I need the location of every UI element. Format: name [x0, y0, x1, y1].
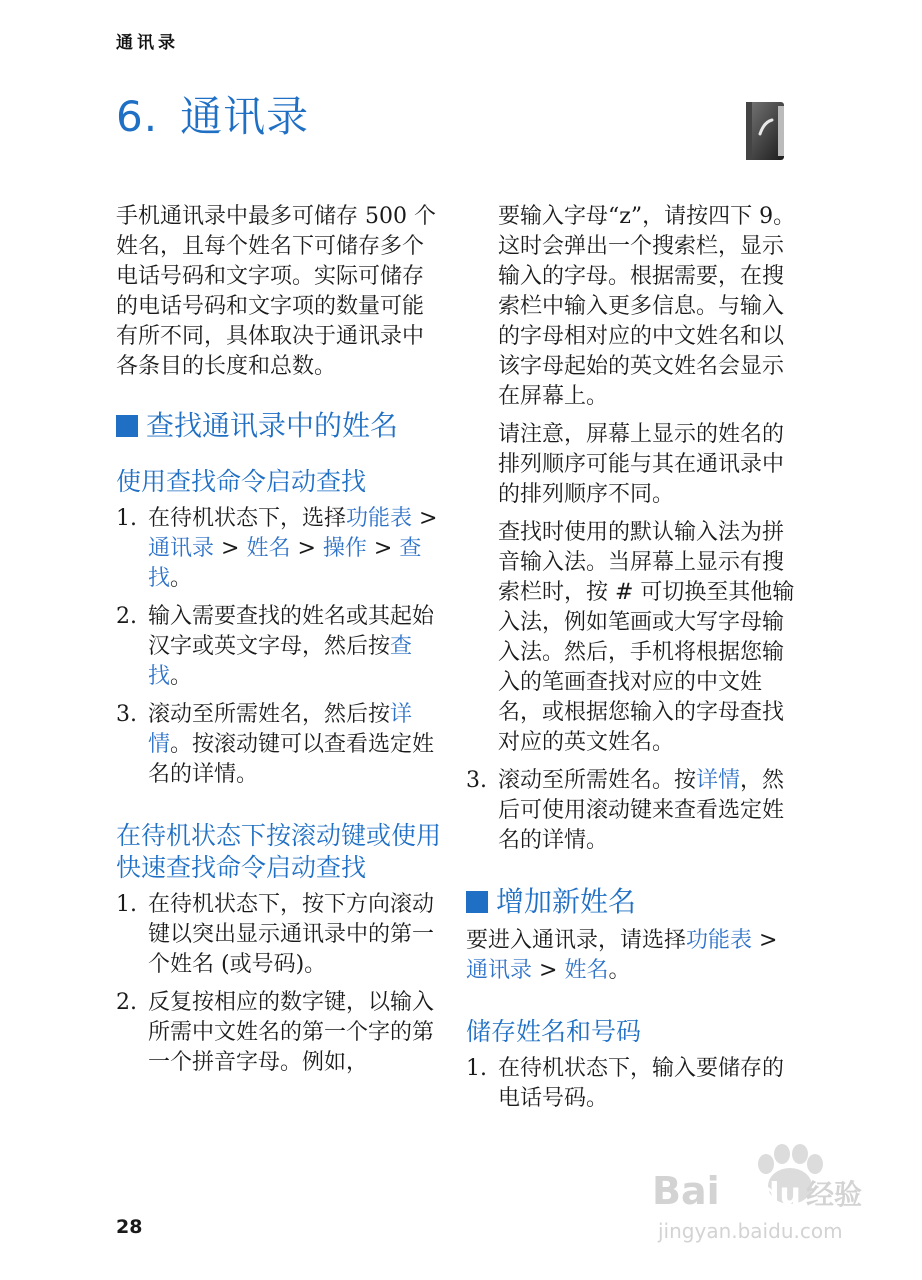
- path-separator: >: [366, 536, 400, 561]
- step-number: 1.: [466, 1056, 487, 1081]
- step-number: 1.: [116, 506, 137, 531]
- step-text: 输入需要查找的姓名或其起始汉字或英文字母，然后按: [148, 604, 435, 659]
- menu-link-options[interactable]: 操作: [322, 536, 367, 561]
- input-method-paragraph: 查找时使用的默认输入法为拼音输入法。当屏幕上显示有搜索栏时，按 # 可切换至其他输入法，例如笔画或大写字母输入法。然后，手机将根据您输入的笔画查找对应的中文姓名，或根据您输入的字母查找对应的英文姓名。: [498, 520, 795, 755]
- menu-link-contacts[interactable]: 通讯录: [466, 958, 533, 983]
- address-book-icon: [744, 100, 786, 162]
- chapter-title: [116, 84, 309, 144]
- path-separator: >: [214, 536, 247, 561]
- menu-link-names[interactable]: 姓名: [246, 536, 291, 561]
- add-intro-text: 要进入通讯录，请选择: [466, 928, 687, 953]
- section-square-icon: [116, 415, 138, 437]
- note-paragraph: 请注意，屏幕上显示的姓名的排列顺序可能与其在通讯录中的排列顺序不同。: [498, 422, 785, 507]
- watermark-brand-right: du: [758, 1177, 801, 1212]
- list-item: [466, 766, 796, 856]
- add-intro-paragraph: [466, 926, 796, 986]
- menu-link-details[interactable]: 详情: [148, 702, 413, 757]
- left-column: [116, 202, 442, 1086]
- page-number: 28: [116, 1216, 143, 1238]
- menu-link-functions[interactable]: 功能表: [686, 928, 753, 953]
- subheading-scroll-quick-find: 在待机状态下按滚动键或使用快速查找命令启动查找: [116, 821, 442, 882]
- section-heading-find-text: 查找通讯录中的姓名: [146, 409, 399, 442]
- step-number: 1.: [116, 892, 137, 917]
- step-text: 反复按相应的数字键，以输入所需中文姓名的第一个字的第一个拼音字母。例如，: [148, 990, 435, 1075]
- path-separator: >: [752, 928, 778, 953]
- list-item: [116, 602, 442, 692]
- step-text-end: 。按滚动键可以查看选定姓名的详情。: [148, 732, 435, 787]
- step-text-end: 。: [170, 566, 193, 591]
- menu-link-details[interactable]: 详情: [696, 768, 741, 793]
- step-text: 在待机状态下，按下方向滚动键以突出显示通讯录中的第一个姓名 (或号码)。: [148, 892, 435, 977]
- section-heading-add-text: 增加新姓名: [496, 885, 637, 918]
- right-column: [466, 202, 796, 1122]
- save-steps: [466, 1054, 796, 1114]
- menu-link-names[interactable]: 姓名: [564, 958, 609, 983]
- find-command-steps: [116, 504, 442, 790]
- watermark-brand-cn: 经验: [806, 1178, 863, 1211]
- scroll-find-steps: [116, 890, 442, 1078]
- baidu-jingyan-watermark: [648, 1138, 864, 1246]
- list-item: [116, 700, 442, 790]
- subheading-save-name-number: 储存姓名和号码: [466, 1017, 642, 1046]
- step-number: 3.: [466, 768, 487, 793]
- step-number: 2.: [116, 990, 137, 1015]
- path-separator: >: [412, 506, 438, 531]
- list-item: [116, 988, 442, 1078]
- section-heading-add: [466, 884, 796, 920]
- step-number: 3.: [116, 702, 137, 727]
- path-separator: >: [290, 536, 323, 561]
- subheading-find-command: 使用查找命令启动查找: [116, 467, 367, 496]
- watermark-url: jingyan.baidu.com: [658, 1219, 843, 1243]
- intro-paragraph: 手机通讯录中最多可储存 500 个姓名，且每个姓名下可储存多个电话号码和文字项。实际可储存的电话号码和文字项的数量可能有所不同，具体取决于通讯录中各条目的长度和总数。: [116, 204, 436, 379]
- step-number: 2.: [116, 604, 137, 629]
- add-intro-text-end: 。: [608, 958, 631, 983]
- menu-link-find[interactable]: 查找: [148, 536, 422, 591]
- menu-link-functions[interactable]: 功能表: [346, 506, 413, 531]
- running-title: 通讯录: [116, 33, 179, 53]
- watermark-brand-left: Bai: [652, 1169, 720, 1213]
- step-text-end: 。: [170, 664, 193, 689]
- section-square-icon: [466, 891, 488, 913]
- step-text-end: ，然后可使用滚动键来查看选定姓名的详情。: [498, 768, 785, 853]
- scroll-find-steps-continued: [466, 766, 796, 856]
- menu-link-find[interactable]: 查找: [148, 634, 413, 689]
- step-text: 滚动至所需姓名，然后按: [148, 702, 391, 727]
- continued-paragraph: 要输入字母“z”，请按四下 9。这时会弹出一个搜索栏，显示输入的字母。根据需要，在搜索栏中输入更多信息。与输入的字母相对应的中文姓名和以该字母起始的英文姓名会显示在屏幕上。: [498, 204, 796, 409]
- path-separator: >: [532, 958, 565, 983]
- step-text: 在待机状态下，选择: [148, 506, 347, 531]
- section-heading-find: [116, 408, 442, 444]
- menu-link-contacts[interactable]: 通讯录: [148, 536, 215, 561]
- chapter-number: 6.: [116, 92, 159, 141]
- chapter-title-text: 通讯录: [180, 92, 310, 141]
- list-item: [116, 504, 442, 594]
- list-item: [116, 890, 442, 980]
- list-item: [466, 1054, 796, 1114]
- step-text: 滚动至所需姓名。按: [498, 768, 697, 793]
- step-text: 在待机状态下，输入要储存的电话号码。: [498, 1056, 785, 1111]
